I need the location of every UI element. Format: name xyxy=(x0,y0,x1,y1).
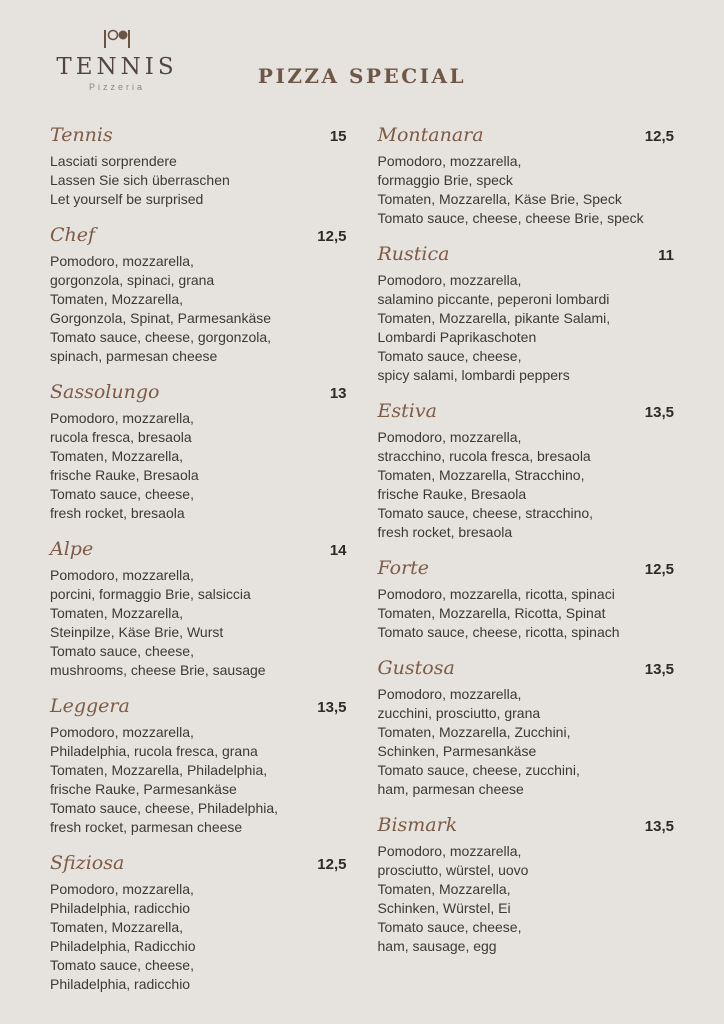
menu-item-name: Rustica xyxy=(377,243,450,265)
menu-item-name: Tennis xyxy=(50,124,113,146)
menu-item xyxy=(50,852,347,994)
menu-item-description xyxy=(378,271,675,385)
menu-item-desc-line: stracchino, rucola fresca, bresaola xyxy=(377,448,591,464)
menu-item-desc-line: spinach, parmesan cheese xyxy=(50,348,218,364)
brand-subtitle: Pizzeria xyxy=(88,82,145,92)
menu-item-desc-line: gorgonzola, spinaci, grana xyxy=(50,272,215,288)
menu-item-desc-line: rucola fresca, bresaola xyxy=(50,429,192,445)
menu-item-desc-line: frische Rauke, Bresaola xyxy=(377,486,527,502)
menu-item-desc-line: Pomodoro, mozzarella, xyxy=(377,843,522,859)
menu-item-description xyxy=(50,880,347,994)
menu-item-desc-line: Gorgonzola, Spinat, Parmesankäse xyxy=(50,310,272,326)
menu-item-name: Forte xyxy=(377,557,430,579)
menu-item-desc-line: Pomodoro, mozzarella, xyxy=(377,429,522,445)
menu-item xyxy=(378,814,675,956)
menu-item-description xyxy=(378,685,675,799)
menu-item-header xyxy=(378,243,675,265)
menu-item-desc-line: fresh rocket, parmesan cheese xyxy=(50,819,243,835)
menu-item-desc-line: Tomato sauce, cheese, cheese Brie, speck xyxy=(377,210,644,226)
menu-item-price: 12,5 xyxy=(317,228,347,245)
menu-item-desc-line: Tomaten, Mozzarella, Stracchino, xyxy=(377,467,585,483)
menu-item-price: 12,5 xyxy=(644,561,674,578)
menu-item-description xyxy=(378,585,675,642)
menu-item-desc-line: Tomaten, Mozzarella, xyxy=(50,291,184,307)
menu-item-description xyxy=(378,152,675,228)
menu-item xyxy=(378,243,675,385)
menu-item-desc-line: frische Rauke, Parmesankäse xyxy=(50,781,237,797)
menu-item-desc-line: Tomaten, Mozzarella, Zucchini, xyxy=(377,724,571,740)
menu-item-desc-line: Schinken, Würstel, Ei xyxy=(377,900,511,916)
menu-item-price: 13,5 xyxy=(644,404,674,421)
menu-item-price: 14 xyxy=(329,542,347,559)
menu-item-description xyxy=(378,842,675,956)
menu-item-desc-line: Pomodoro, mozzarella, xyxy=(377,272,522,288)
menu-item-header xyxy=(378,124,675,146)
menu-item-description xyxy=(50,566,347,680)
menu-item-desc-line: Tomaten, Mozzarella, Ricotta, Spinat xyxy=(377,605,606,621)
menu-item-desc-line: Lombardi Paprikaschoten xyxy=(377,329,537,345)
menu-item-name: Alpe xyxy=(50,538,94,560)
menu-item-header xyxy=(50,695,347,717)
menu-item-desc-line: Tomato sauce, cheese, gorgonzola, xyxy=(50,329,272,345)
menu-item-desc-line: Tomato sauce, cheese, ricotta, spinach xyxy=(377,624,620,640)
menu-item-desc-line: Pomodoro, mozzarella, xyxy=(50,253,194,269)
menu-item-desc-line: Philadelphia, radicchio xyxy=(50,976,191,992)
menu-item-desc-line: Lassen Sie sich überraschen xyxy=(50,172,230,188)
menu-item-desc-line: Pomodoro, mozzarella, xyxy=(377,153,522,169)
menu-item-header xyxy=(50,124,347,146)
menu-item-desc-line: Lasciati sorprendere xyxy=(50,153,177,169)
menu-item xyxy=(50,224,347,366)
menu-item-price: 13,5 xyxy=(317,699,347,716)
menu-item xyxy=(378,557,675,642)
menu-item-name: Estiva xyxy=(377,400,437,422)
menu-item-desc-line: Tomaten, Mozzarella, Käse Brie, Speck xyxy=(377,191,622,207)
menu-item-header xyxy=(378,400,675,422)
menu-item-desc-line: Tomato sauce, cheese, Philadelphia, xyxy=(50,800,279,816)
menu-item-desc-line: Schinken, Parmesankäse xyxy=(377,743,537,759)
page-title: PIZZA SPECIAL xyxy=(257,64,467,88)
menu-item-desc-line: prosciutto, würstel, uovo xyxy=(377,862,529,878)
menu-item-desc-line: Tomaten, Mozzarella, xyxy=(50,919,184,935)
brand-icon xyxy=(99,26,135,52)
menu-item-desc-line: Tomato sauce, cheese, xyxy=(50,486,194,502)
menu-item-name: Sfiziosa xyxy=(50,852,125,874)
menu-item xyxy=(50,381,347,523)
menu-item-price: 13 xyxy=(329,385,347,402)
brand-name: TENNIS xyxy=(56,54,178,80)
menu-item-header xyxy=(378,557,675,579)
menu-item xyxy=(50,695,347,837)
menu-item-header xyxy=(378,657,675,679)
menu-item-name: Montanara xyxy=(377,124,484,146)
menu-item-desc-line: Tomaten, Mozzarella, Philadelphia, xyxy=(50,762,268,778)
menu-item-header xyxy=(50,538,347,560)
menu-item-desc-line: fresh rocket, bresaola xyxy=(50,505,185,521)
menu-item-desc-line: Tomato sauce, cheese, stracchino, xyxy=(377,505,594,521)
menu-item-description xyxy=(50,152,347,209)
menu-item-desc-line: Pomodoro, mozzarella, xyxy=(50,881,194,897)
menu-item-desc-line: Pomodoro, mozzarella, ricotta, spinaci xyxy=(377,586,615,602)
menu-item xyxy=(50,538,347,680)
menu-item-desc-line: ham, parmesan cheese xyxy=(377,781,524,797)
menu-item-desc-line: Philadelphia, radicchio xyxy=(50,900,191,916)
menu-item-description xyxy=(50,723,347,837)
menu-item-name: Gustosa xyxy=(377,657,455,679)
menu-column-right xyxy=(378,124,675,1009)
menu-item-price: 12,5 xyxy=(317,856,347,873)
menu-item-desc-line: Let yourself be surprised xyxy=(50,191,204,207)
menu-item-desc-line: Tomato sauce, cheese, xyxy=(377,348,522,364)
menu-item-desc-line: Tomaten, Mozzarella, xyxy=(50,605,184,621)
menu-item-desc-line: Tomato sauce, cheese, zucchini, xyxy=(377,762,580,778)
menu-item-header xyxy=(50,381,347,403)
menu-item-description xyxy=(378,428,675,542)
menu-item-desc-line: Pomodoro, mozzarella, xyxy=(377,686,522,702)
menu-item-name: Bismark xyxy=(377,814,458,836)
menu-item-desc-line: spicy salami, lombardi peppers xyxy=(377,367,570,383)
menu-item-name: Chef xyxy=(50,224,96,246)
menu-item xyxy=(378,657,675,799)
menu-item-desc-line: fresh rocket, bresaola xyxy=(377,524,513,540)
menu-item-header xyxy=(378,814,675,836)
header xyxy=(50,26,674,118)
menu-item-header xyxy=(50,852,347,874)
menu-item-price: 12,5 xyxy=(644,128,674,145)
menu-item-price: 13,5 xyxy=(644,661,674,678)
menu-item xyxy=(378,400,675,542)
menu-item-desc-line: Philadelphia, rucola fresca, grana xyxy=(50,743,258,759)
menu-item-desc-line: formaggio Brie, speck xyxy=(377,172,513,188)
menu-item-desc-line: Tomato sauce, cheese, xyxy=(50,957,194,973)
menu-item-desc-line: Steinpilze, Käse Brie, Wurst xyxy=(50,624,224,640)
menu-item-desc-line: frische Rauke, Bresaola xyxy=(50,467,199,483)
menu-item-desc-line: zucchini, prosciutto, grana xyxy=(377,705,541,721)
menu-item-desc-line: ham, sausage, egg xyxy=(377,938,497,954)
menu-columns xyxy=(50,124,674,1009)
menu-item-desc-line: Pomodoro, mozzarella, xyxy=(50,724,194,740)
menu-item-description xyxy=(50,252,347,366)
menu-item-header xyxy=(50,224,347,246)
menu-item-price: 15 xyxy=(329,128,347,145)
menu-item-desc-line: Tomaten, Mozzarella, xyxy=(377,881,511,897)
menu-item-desc-line: Pomodoro, mozzarella, xyxy=(50,410,194,426)
menu-item-desc-line: mushrooms, cheese Brie, sausage xyxy=(50,662,266,678)
menu-item-description xyxy=(50,409,347,523)
menu-item xyxy=(50,124,347,209)
menu-item xyxy=(378,124,675,228)
menu-item-desc-line: Pomodoro, mozzarella, xyxy=(50,567,194,583)
menu-item-price: 13,5 xyxy=(644,818,674,835)
menu-item-desc-line: Tomaten, Mozzarella, xyxy=(50,448,184,464)
menu-item-desc-line: porcini, formaggio Brie, salsiccia xyxy=(50,586,251,602)
menu-item-desc-line: Philadelphia, Radicchio xyxy=(50,938,196,954)
menu-item-desc-line: Tomaten, Mozzarella, pikante Salami, xyxy=(377,310,611,326)
menu-column-left xyxy=(50,124,347,1009)
menu-item-desc-line: Tomato sauce, cheese, xyxy=(377,919,522,935)
menu-item-desc-line: Tomato sauce, cheese, xyxy=(50,643,194,659)
menu-item-name: Sassolungo xyxy=(50,381,160,403)
menu-item-name: Leggera xyxy=(50,695,130,717)
menu-item-desc-line: salamino piccante, peperoni lombardi xyxy=(377,291,610,307)
menu-item-price: 11 xyxy=(658,247,674,264)
